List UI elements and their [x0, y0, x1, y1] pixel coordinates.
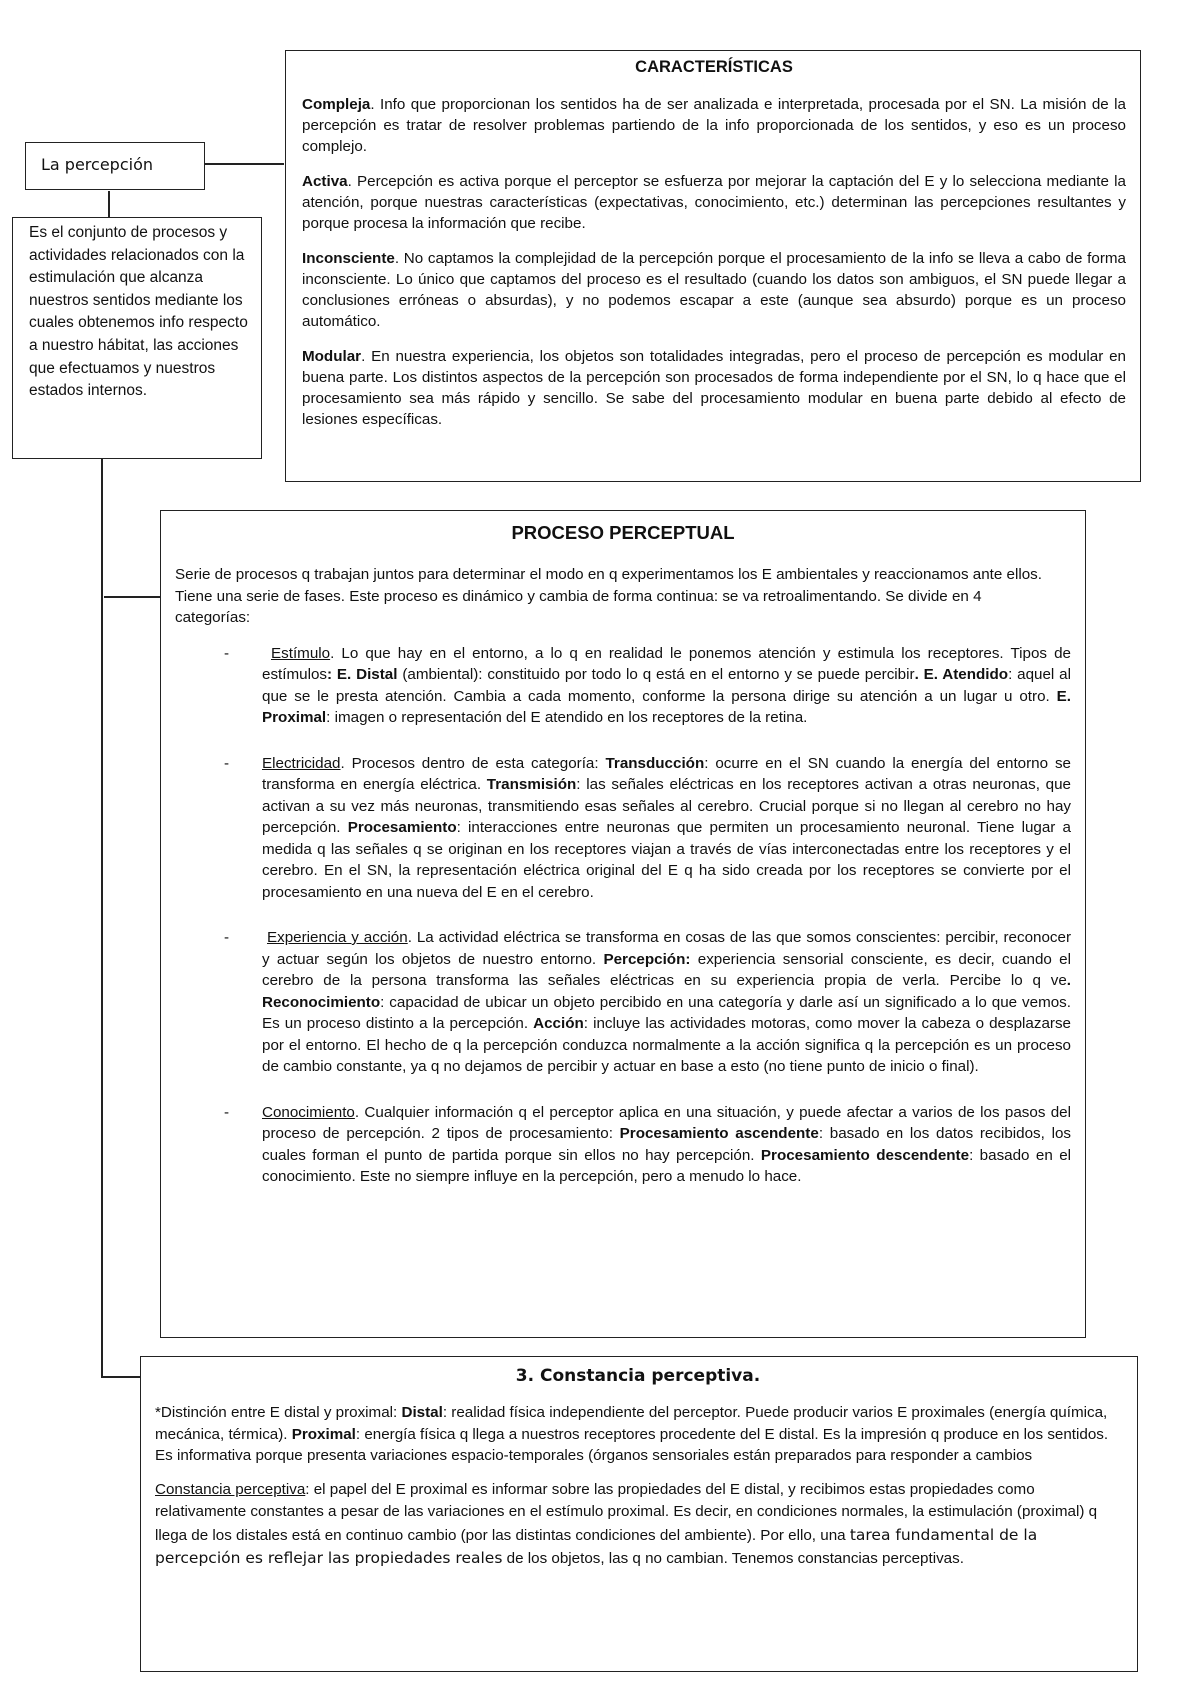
categoria-text: : aquel al que se le presta atención. Cambia a cada momento, conforme la persona dirige su atención a un lugar u otro.: [262, 666, 1071, 705]
caracteristicas-title: CARACTERÍSTICAS: [635, 58, 793, 76]
categoria-text: (ambiental): constituido por todo lo q está en el entorno y se puede percibir: [397, 666, 915, 683]
caracteristica-term: Modular: [302, 348, 362, 365]
categoria-conocimiento: [175, 1102, 1071, 1188]
categoria-text: . Cualquier información q el perceptor aplica en una situación, y puede afectar a varios de los pasos del proceso de percepción. 2 tipos de procesamiento:: [262, 1103, 1071, 1142]
categoria-name: Estímulo: [271, 644, 331, 662]
caracteristica-term: Compleja: [302, 96, 371, 113]
categoria-text: experiencia sensorial consciente, es decir, cuando el cerebro de la persona transforma las señales eléctricas en su experiencia propia de verla. Percibe lo q ve: [262, 950, 1071, 989]
caracteristica-text: . En nuestra experiencia, los objetos son totalidades integradas, pero el proceso de percepción es modular en buena parte. Los distintos aspectos de la percepción son procesados de forma independiente por el SN, lo q hace que el procesamiento sea más rápido y sencillo. Se sabe del procesamiento modular en buena parte debido al efecto de lesiones específicas.: [302, 348, 1126, 428]
categoria-electricidad: [175, 753, 1071, 904]
constancia-definicion: [155, 1479, 1121, 1571]
categoria-text: . Lo que hay en el entorno, a lo q en realidad le ponemos atención y estimula los receptores. Tipos de estímulos: [262, 644, 1071, 683]
caracteristica-modular: [302, 346, 1126, 430]
categoria-name: Conocimiento: [262, 1103, 355, 1121]
connector-line: [101, 1376, 141, 1378]
categoria-text: . La actividad eléctrica se transforma en cosas de las que somos conscientes: percibir, reconocer y actuar según los objetos de nuestro entorno.: [262, 929, 1072, 968]
constancia-distincion: [155, 1402, 1121, 1467]
percepcion-definition-box: [12, 217, 262, 459]
categoria-text: : capacidad de ubicar un objeto percibido en una categoría y darle así un significado a lo que vemos. Es un proceso distinto a la percepción.: [262, 993, 1071, 1032]
categoria-term: Acción: [533, 1015, 584, 1032]
categoria-text: : incluye las actividades motoras, como mover la cabeza o desplazarse por el entorno. El hecho de q la percepción conduzca normalmente a la acción significa q la percepción es un proceso de cambio constante, ya q no dejamos de percibir y actuar en base a esto (no tiene punto de inicio o final).: [262, 1015, 1072, 1075]
constancia-box: [140, 1356, 1138, 1672]
caracteristica-text: . Percepción es activa porque el perceptor se esfuerza por mejorar la captación del E y lo selecciona mediante la atención, porque nuestras características (expectativas, conocimiento, etc.) determinan las percepciones resultantes y porque procesa la información que recibe.: [302, 173, 1126, 232]
list-dash: -: [224, 1103, 230, 1121]
constancia-text: : energía física q llega a nuestros receptores procedente del E distal. Es la impresión q produce en los sentidos. Es informativa porque presenta variaciones espacio-temporales (órganos sensoriales están preparados para responder a cambios: [155, 1425, 1109, 1464]
caracteristica-text: . No captamos la complejidad de la percepción porque el procesamiento de la info se lleva a cabo de forma inconsciente. Lo único que captamos del proceso es el resultado (cuando los datos son ambiguos, el SN puede llegar a conclusiones erróneas o absurdas), y no podemos escapar a este (aunque sea absurdo) porque es un proceso automático.: [302, 250, 1126, 330]
connector-line: [101, 458, 103, 1378]
categoria-term: Transmisión: [486, 776, 577, 793]
categoria-term: . E. Atendido: [914, 666, 1009, 683]
caracteristica-term: Activa: [302, 173, 348, 190]
list-dash: -: [224, 754, 230, 772]
constancia-text: *Distinción entre E distal y proximal:: [155, 1404, 402, 1421]
categoria-term: Transducción: [605, 754, 705, 772]
categoria-text: . Procesos dentro de esta categoría:: [340, 754, 606, 772]
constancia-term: Proximal: [291, 1425, 356, 1443]
categoria-text: : las señales eléctricas en los receptores activan a otras neuronas, que activan a su vez más neuronas, transmitiendo esas señales al cerebro. Crucial porque si no llegan al cerebro no hay percepción.: [262, 776, 1072, 836]
proceso-perceptual-box: [160, 510, 1086, 1338]
connector-line: [104, 596, 160, 598]
constancia-term: Distal: [401, 1404, 443, 1421]
categoria-text: : imagen o representación del E atendido en los receptores de la retina.: [326, 709, 808, 726]
categoria-term: Procesamiento descendente: [760, 1146, 970, 1164]
categoria-term: Procesamiento ascendente: [619, 1125, 819, 1142]
categoria-term: Percepción:: [603, 950, 691, 968]
proceso-title: PROCESO PERCEPTUAL: [511, 522, 735, 543]
percepcion-definition: Es el conjunto de procesos y actividades relacionados con la estimulación que alcanza nuestros sentidos mediante los cuales obtenemos info respecto a nuestro hábitat, las acciones que efectuamos y nuestros estados internos.: [29, 224, 248, 400]
caracteristicas-box: [285, 50, 1141, 482]
constancia-text: de los objetos, las q no cambian. Tenemos constancias perceptivas.: [502, 1550, 964, 1567]
percepcion-label-box: [25, 142, 205, 190]
caracteristica-term: Inconsciente: [302, 250, 395, 267]
categoria-term: E. Proximal: [262, 687, 1071, 726]
proceso-intro: Serie de procesos q trabajan juntos para determinar el modo en q experimentamos los E ambientales y reaccionamos ante ellos. Tiene una serie de fases. Este proceso es dinámico y cambia de forma continua: se va retroalimentando. Se divide en 4 categorías:: [175, 566, 1043, 626]
categoria-term: : E. Distal: [327, 666, 398, 683]
constancia-text: : realidad física independiente del perceptor. Puede producir varios E proximales (energía química, mecánica, térmica).: [155, 1404, 1108, 1443]
constancia-text: : el papel del E proximal es informar sobre las propiedades del E distal, y recibimos estas propiedades como relativamente constantes a pesar de las variaciones en el estímulo proximal. Es decir, en condiciones normales, la estimulación (proximal) q llega de los distales está en continuo cambio (por las distintas condiciones del ambiente). Por ello, una: [155, 1480, 1098, 1544]
list-dash: -: [224, 929, 230, 946]
caracteristica-compleja: [302, 94, 1126, 157]
categoria-experiencia: [175, 927, 1071, 1078]
proceso-categorias-list: [175, 643, 1071, 1188]
categoria-text: : basado en el conocimiento. Este no siempre influye en la percepción, pero a menudo lo hace.: [262, 1146, 1072, 1185]
constancia-highlight-text: tarea fundamental de la percepción es reflejar las propiedades reales: [155, 1525, 1038, 1567]
percepcion-label: La percepción: [41, 155, 153, 174]
categoria-name: Electricidad: [262, 754, 341, 772]
categoria-text: : basado en los datos recibidos, los cuales forman el punto de partida porque sin ellos no hay percepción.: [262, 1125, 1071, 1164]
list-dash: -: [224, 644, 230, 662]
categoria-name: Experiencia y acción: [267, 929, 408, 946]
connector-line: [204, 163, 284, 165]
caracteristica-inconsciente: [302, 248, 1126, 332]
constancia-term: Constancia perceptiva: [155, 1480, 306, 1498]
categoria-estimulo: [175, 643, 1071, 729]
categoria-text: : interacciones entre neuronas que permiten un procesamiento neuronal. Tiene lugar a medida q las señales q se originan en los receptores viajan a través de vías interconectadas entre los receptores y el cerebro. En el SN, la representación eléctrica original del E q ha sido creada por los receptores se convierte por el procesamiento en una nueva del E en el cerebro.: [262, 819, 1071, 901]
categoria-term: Procesamiento: [347, 819, 457, 836]
categoria-text: : ocurre en el SN cuando la energía del entorno se transforma en energía eléctrica.: [262, 754, 1071, 793]
connector-line: [108, 191, 110, 217]
caracteristica-activa: [302, 171, 1126, 234]
caracteristica-text: . Info que proporcionan los sentidos ha de ser analizada e interpretada, procesada por el SN. La misión de la percepción es tratar de resolver problemas partiendo de la info proporcionada de los sentidos, y eso es un proceso complejo.: [302, 96, 1126, 155]
constancia-title: 3. Constancia perceptiva.: [515, 1366, 761, 1386]
categoria-term: . Reconocimiento: [262, 972, 1071, 1011]
